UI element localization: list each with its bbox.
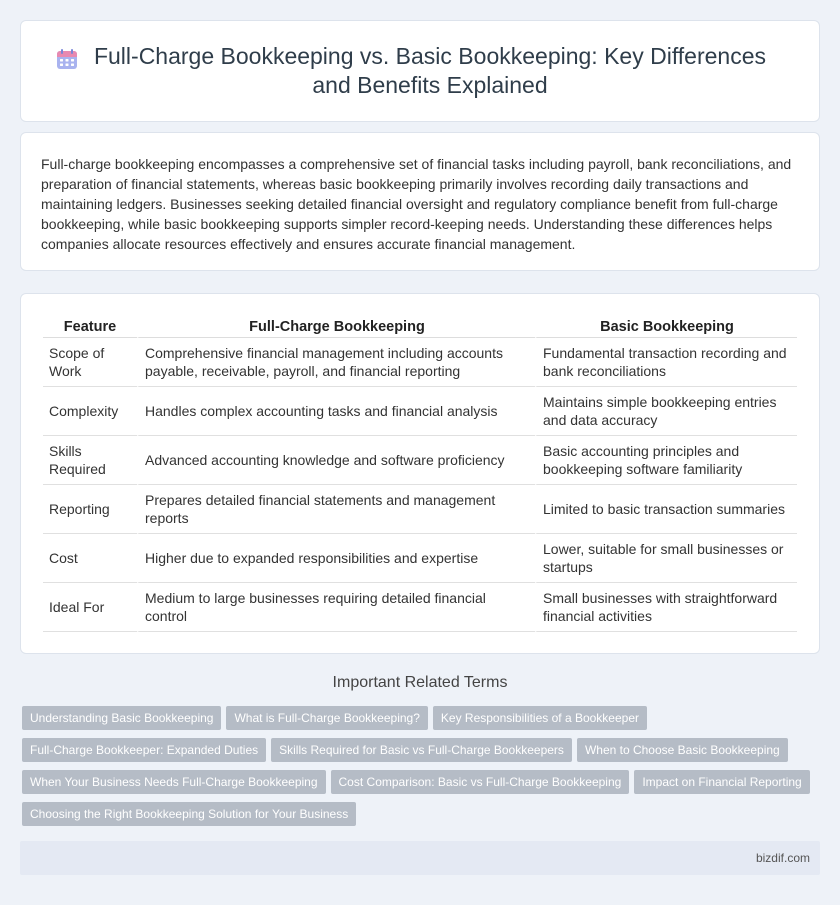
table-row [43,387,797,436]
comparison-table [43,314,797,632]
basic-cell: Small businesses with straightforward financial activities [535,583,797,632]
full-charge-cell: Medium to large businesses requiring detailed financial control [137,583,535,632]
table-row [43,583,797,632]
related-term-tag[interactable]: Key Responsibilities of a Bookkeeper [433,706,647,730]
related-term-tag[interactable]: Full-Charge Bookkeeper: Expanded Duties [22,738,266,762]
feature-cell: Reporting [43,485,137,534]
footer-bar [20,841,820,875]
related-term-tag[interactable]: Impact on Financial Reporting [634,770,809,794]
related-term-tag[interactable]: When to Choose Basic Bookkeeping [577,738,788,762]
table-row [43,436,797,485]
full-charge-cell: Prepares detailed financial statements and management reports [137,485,535,534]
feature-cell: Scope of Work [43,338,137,387]
feature-cell: Cost [43,534,137,583]
header-full-charge: Full-Charge Bookkeeping [137,314,535,338]
table-row [43,485,797,534]
intro-paragraph: Full-charge bookkeeping encompasses a comprehensive set of financial tasks including payroll, bank reconciliations, and preparation of financial statements, whereas basic bookkeeping primarily involves recording daily transactions and maintaining ledgers. Businesses seeking detailed financial oversight and regulatory compliance benefit from full-charge bookkeeping, while basic bookkeeping supports simpler record-keeping needs. Understanding these differences helps companies allocate resources effectively and ensures accurate financial management. [41,156,792,252]
header-card [20,20,820,122]
table-row [43,338,797,387]
header-feature: Feature [43,314,137,338]
related-term-tag[interactable]: Skills Required for Basic vs Full-Charge Bookkeepers [271,738,572,762]
related-term-tag[interactable]: Choosing the Right Bookkeeping Solution for Your Business [22,802,356,826]
comparison-table-card [20,293,820,654]
table-row [43,534,797,583]
related-terms-list [22,706,822,834]
feature-cell: Ideal For [43,583,137,632]
site-name[interactable]: bizdif.com [755,851,810,865]
full-charge-cell: Handles complex accounting tasks and financial analysis [137,387,535,436]
full-charge-cell: Comprehensive financial management including accounts payable, receivable, payroll, and financial reporting [137,338,535,387]
page-title: Full-Charge Bookkeeping vs. Basic Bookkeeping: Key Differences and Benefits Explained [93,43,767,98]
related-term-tag[interactable]: When Your Business Needs Full-Charge Bookkeeping [22,770,326,794]
basic-cell: Fundamental transaction recording and bank reconciliations [535,338,797,387]
feature-cell: Skills Required [43,436,137,485]
basic-cell: Limited to basic transaction summaries [535,485,797,534]
related-term-tag[interactable]: Understanding Basic Bookkeeping [22,706,221,730]
header-basic: Basic Bookkeeping [535,314,797,338]
table-header-row [43,314,797,338]
related-term-tag[interactable]: Cost Comparison: Basic vs Full-Charge Bookkeeping [331,770,630,794]
intro-card [20,132,820,271]
basic-cell: Basic accounting principles and bookkeeping software familiarity [535,436,797,485]
basic-cell: Lower, suitable for small businesses or startups [535,534,797,583]
feature-cell: Complexity [43,387,137,436]
basic-cell: Maintains simple bookkeeping entries and data accuracy [535,387,797,436]
full-charge-cell: Advanced accounting knowledge and software proficiency [137,436,535,485]
full-charge-cell: Higher due to expanded responsibilities and expertise [137,534,535,583]
related-term-tag[interactable]: What is Full-Charge Bookkeeping? [226,706,427,730]
related-terms-heading: Important Related Terms [332,674,508,691]
